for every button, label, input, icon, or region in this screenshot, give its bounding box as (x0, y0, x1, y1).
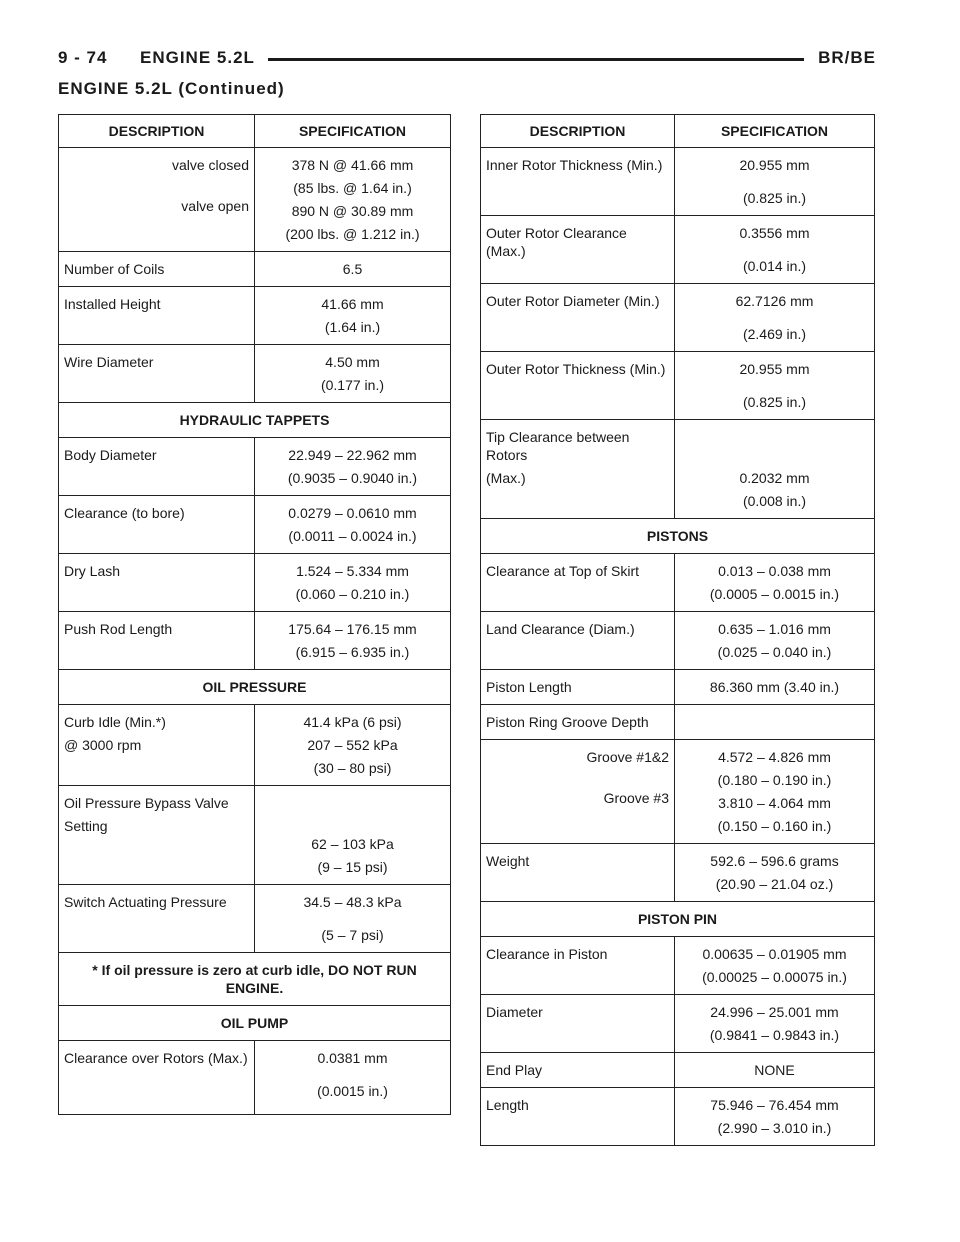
row-value: 22.949 – 22.962 mm (288, 447, 417, 463)
row-label: Installed Height (59, 287, 255, 345)
row-label: Push Rod Length (59, 612, 255, 670)
section-row (59, 1006, 451, 1041)
header-specification: SPECIFICATION (255, 115, 451, 148)
table-row (59, 1041, 451, 1115)
row-label: Weight (481, 844, 675, 902)
row-value-imperial: (0.008 in.) (742, 493, 807, 509)
section-heading: OIL PUMP (59, 1006, 451, 1041)
row-value-imperial: (0.150 – 0.160 in.) (717, 818, 832, 834)
table-row (59, 496, 451, 554)
table-header-row (481, 115, 875, 148)
row-value: 24.996 – 25.001 mm (710, 1004, 839, 1020)
row-value: 1.524 – 5.334 mm (296, 563, 409, 579)
row-value-imperial: (0.0011 – 0.0024 in.) (288, 528, 417, 544)
row-value: 20.955 mm (739, 157, 810, 173)
row-label: Piston Length (481, 670, 675, 705)
row-label: Outer Rotor Clearance (Max.) (481, 216, 675, 284)
row-label: Clearance over Rotors (Max.) (59, 1041, 255, 1115)
row-value: NONE (675, 1053, 875, 1088)
section-row (59, 403, 451, 438)
row-value: 4.572 – 4.826 mm (718, 749, 831, 765)
row-value: 6.5 (255, 252, 451, 287)
table-row (481, 1053, 875, 1088)
row-value: 0.0381 mm (317, 1050, 388, 1066)
row-label: Length (481, 1088, 675, 1146)
row-label: Oil Pressure Bypass Valve (64, 795, 229, 811)
oil-pressure-note: * If oil pressure is zero at curb idle, DO NOT RUN ENGINE. (59, 953, 451, 1006)
page-number: 9 - 74 (58, 48, 108, 67)
row-value: 20.955 mm (739, 361, 810, 377)
row-label: Land Clearance (Diam.) (481, 612, 675, 670)
row-value: 62 – 103 kPa (311, 836, 394, 852)
header-description: DESCRIPTION (481, 115, 675, 148)
section-heading: PISTONS (481, 519, 875, 554)
page-header (58, 44, 876, 72)
table-row (481, 844, 875, 902)
table-row (481, 740, 875, 844)
row-value: 207 – 552 kPa (307, 737, 398, 753)
table-row (59, 554, 451, 612)
row-value-imperial: (200 lbs. @ 1.212 in.) (285, 226, 420, 242)
row-value-imperial: (5 – 7 psi) (321, 927, 384, 943)
table-row (59, 287, 451, 345)
row-value-imperial: (9 – 15 psi) (317, 859, 388, 875)
table-row (481, 670, 875, 705)
page-subtitle: ENGINE 5.2L (Continued) (58, 79, 285, 98)
row-value: 592.6 – 596.6 grams (710, 853, 839, 869)
row-value: 0.2032 mm (739, 470, 810, 486)
row-value: 175.64 – 176.15 mm (288, 621, 417, 637)
row-value-imperial: (0.00025 – 0.00075 in.) (702, 969, 847, 985)
table-row (481, 612, 875, 670)
row-label: Body Diameter (59, 438, 255, 496)
row-value: 62.7126 mm (735, 293, 814, 309)
table-row (481, 705, 875, 740)
note-row (59, 953, 451, 1006)
row-value-imperial: (0.0015 in.) (317, 1083, 388, 1099)
row-label: End Play (481, 1053, 675, 1088)
section-row (59, 670, 451, 705)
table-row (59, 885, 451, 953)
row-label: (Max.) (486, 470, 526, 486)
row-value-imperial: (20.90 – 21.04 oz.) (715, 876, 834, 892)
table-row (481, 352, 875, 420)
row-label: Switch Actuating Pressure (59, 885, 255, 953)
row-label: valve open (181, 198, 249, 214)
row-value: 75.946 – 76.454 mm (710, 1097, 839, 1113)
row-value: 3.810 – 4.064 mm (718, 795, 831, 811)
row-value-imperial: (2.469 in.) (742, 326, 807, 342)
section-heading: HYDRAULIC TAPPETS (59, 403, 451, 438)
row-value-imperial: (30 – 80 psi) (313, 760, 392, 776)
row-value: 0.635 – 1.016 mm (718, 621, 831, 637)
row-value-imperial: (6.915 – 6.935 in.) (295, 644, 410, 660)
table-row (59, 786, 451, 885)
row-label: Inner Rotor Thickness (Min.) (481, 148, 675, 216)
spec-table-right (480, 114, 875, 1146)
row-value: 34.5 – 48.3 kPa (303, 894, 402, 910)
row-label: Clearance at Top of Skirt (481, 554, 675, 612)
table-row (59, 148, 451, 252)
section-heading: PISTON PIN (481, 902, 875, 937)
row-value: 0.00635 – 0.01905 mm (702, 946, 847, 962)
row-label: Outer Rotor Thickness (Min.) (481, 352, 675, 420)
row-label: Outer Rotor Diameter (Min.) (481, 284, 675, 352)
row-label: Groove #3 (603, 790, 669, 806)
header-specification: SPECIFICATION (675, 115, 875, 148)
table-row (59, 438, 451, 496)
row-label: valve closed (171, 157, 249, 173)
row-value-imperial: (0.825 in.) (742, 394, 807, 410)
row-label: Piston Ring Groove Depth (481, 705, 675, 740)
row-value-imperial: (0.180 – 0.190 in.) (717, 772, 832, 788)
row-value-imperial: (0.9841 – 0.9843 in.) (709, 1027, 840, 1043)
row-value: 0.0279 – 0.0610 mm (288, 505, 417, 521)
table-row (59, 612, 451, 670)
row-value-imperial: (0.014 in.) (742, 258, 807, 274)
row-label: Clearance (to bore) (59, 496, 255, 554)
row-value: 41.66 mm (321, 296, 384, 312)
section-row (481, 519, 875, 554)
table-row (481, 995, 875, 1053)
table-row (481, 1088, 875, 1146)
row-label: Diameter (481, 995, 675, 1053)
row-value: 86.360 mm (3.40 in.) (675, 670, 875, 705)
table-row (481, 420, 875, 519)
row-value: 0.013 – 0.038 mm (718, 563, 831, 579)
row-label: Groove #1&2 (586, 749, 669, 765)
section-heading: OIL PRESSURE (59, 670, 451, 705)
header-rule (268, 58, 804, 61)
row-label: Curb Idle (Min.*) (64, 714, 166, 730)
row-value-imperial: (0.060 – 0.210 in.) (295, 586, 410, 602)
table-row (59, 345, 451, 403)
section-title: ENGINE 5.2L (140, 48, 255, 67)
row-value: 0.3556 mm (739, 225, 810, 241)
model-code: BR/BE (818, 48, 876, 67)
header-description: DESCRIPTION (59, 115, 255, 148)
row-value-imperial: (0.177 in.) (320, 377, 385, 393)
table-row (481, 937, 875, 995)
row-value-imperial: (0.025 – 0.040 in.) (717, 644, 832, 660)
row-label: Setting (64, 818, 108, 834)
row-value-imperial: (0.9035 – 0.9040 in.) (287, 470, 418, 486)
row-label: Wire Diameter (59, 345, 255, 403)
row-value-imperial: (0.825 in.) (742, 190, 807, 206)
table-row (481, 284, 875, 352)
row-value-imperial: (1.64 in.) (324, 319, 381, 335)
row-value: 4.50 mm (325, 354, 380, 370)
spec-table-left (58, 114, 451, 1115)
row-value: 41.4 kPa (6 psi) (303, 714, 402, 730)
row-label: Number of Coils (59, 252, 255, 287)
table-row (481, 148, 875, 216)
table-row (481, 554, 875, 612)
row-label: @ 3000 rpm (64, 737, 142, 753)
table-row (59, 252, 451, 287)
section-row (481, 902, 875, 937)
table-row (59, 705, 451, 786)
table-row (481, 216, 875, 284)
table-header-row (59, 115, 451, 148)
row-label: Dry Lash (59, 554, 255, 612)
row-value-imperial: (2.990 – 3.010 in.) (717, 1120, 832, 1136)
row-value: 378 N @ 41.66 mm (291, 157, 414, 173)
row-value-imperial: (0.0005 – 0.0015 in.) (709, 586, 840, 602)
row-label: Tip Clearance between Rotors (486, 429, 630, 463)
row-value: 890 N @ 30.89 mm (291, 203, 414, 219)
row-value-imperial: (85 lbs. @ 1.64 in.) (293, 180, 412, 196)
row-label: Clearance in Piston (481, 937, 675, 995)
